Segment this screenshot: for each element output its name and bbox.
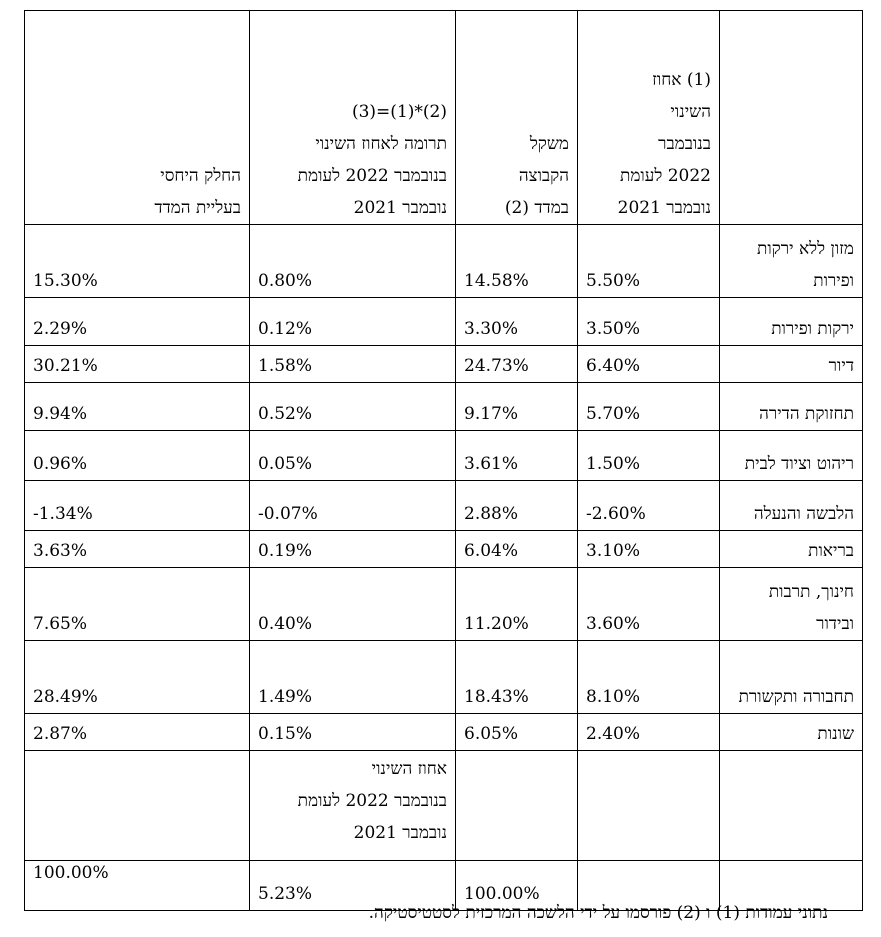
table-row xyxy=(25,298,863,346)
change-cell: 3.50% xyxy=(578,298,720,346)
table-row xyxy=(25,481,863,531)
header-category xyxy=(720,11,863,225)
weight-cell: 24.73% xyxy=(456,346,578,383)
share-cell: 2.87% xyxy=(25,714,250,751)
share-cell: 28.49% xyxy=(25,641,250,714)
change-cell: 8.10% xyxy=(578,641,720,714)
weight-cell: 3.61% xyxy=(456,431,578,481)
category-cell: שונות xyxy=(720,714,863,751)
summary-empty-cell xyxy=(25,751,250,861)
weight-cell: 2.88% xyxy=(456,481,578,531)
table-row xyxy=(25,531,863,568)
weight-cell: 9.17% xyxy=(456,383,578,431)
contribution-cell: 0.05% xyxy=(250,431,456,481)
share-cell: 0.96% xyxy=(25,431,250,481)
table-row xyxy=(25,568,863,641)
table-row xyxy=(25,346,863,383)
contribution-cell: -0.07% xyxy=(250,481,456,531)
contribution-cell: 0.15% xyxy=(250,714,456,751)
category-cell: תחבורה ותקשורת xyxy=(720,641,863,714)
change-cell: 6.40% xyxy=(578,346,720,383)
header-change-percent: (1) אחוז השינוי בנובמבר 2022 לעומת נובמבר 2021 xyxy=(578,11,720,225)
change-cell: 5.50% xyxy=(578,225,720,298)
share-cell: 2.29% xyxy=(25,298,250,346)
summary-header-row xyxy=(25,751,863,861)
contribution-cell: 1.58% xyxy=(250,346,456,383)
weight-cell: 3.30% xyxy=(456,298,578,346)
change-cell: 5.70% xyxy=(578,383,720,431)
share-cell: 7.65% xyxy=(25,568,250,641)
summary-empty-cell xyxy=(720,751,863,861)
weight-cell: 14.58% xyxy=(456,225,578,298)
category-cell: תחזוקת הדירה xyxy=(720,383,863,431)
total-contribution-cell: 5.23% xyxy=(250,861,456,911)
change-cell: 1.50% xyxy=(578,431,720,481)
table-row xyxy=(25,383,863,431)
category-cell: דיור xyxy=(720,346,863,383)
change-cell: 3.10% xyxy=(578,531,720,568)
category-cell: ירקות ופירות xyxy=(720,298,863,346)
change-cell: -2.60% xyxy=(578,481,720,531)
category-cell: הלבשה והנעלה xyxy=(720,481,863,531)
share-cell: 9.94% xyxy=(25,383,250,431)
weight-cell: 6.04% xyxy=(456,531,578,568)
contribution-cell: 0.80% xyxy=(250,225,456,298)
total-weight-cell: 100.00% xyxy=(456,861,578,911)
change-cell: 2.40% xyxy=(578,714,720,751)
category-cell: מזון ללא ירקות ופירות xyxy=(720,225,863,298)
table-row xyxy=(25,225,863,298)
summary-empty-cell xyxy=(578,751,720,861)
table-row xyxy=(25,714,863,751)
header-contribution: (2)*(1)=(3) תרומה לאחוז השינוי בנובמבר 2022 לעומת נובמבר 2021 xyxy=(250,11,456,225)
summary-header-cell: אחוז השינוי בנובמבר 2022 לעומת נובמבר 2021 xyxy=(250,751,456,861)
contribution-cell: 0.40% xyxy=(250,568,456,641)
weight-cell: 11.20% xyxy=(456,568,578,641)
source-footnote: נתוני עמודות (1) ו (2) פורסמו על ידי הלשכה המרכזית לסטטיסטיקה. xyxy=(368,903,828,923)
total-share-cell: 100.00% xyxy=(25,861,250,911)
weight-cell: 6.05% xyxy=(456,714,578,751)
contribution-cell: 0.12% xyxy=(250,298,456,346)
weight-cell: 18.43% xyxy=(456,641,578,714)
table-row xyxy=(25,431,863,481)
share-cell: 15.30% xyxy=(25,225,250,298)
header-group-weight: משקל הקבוצה במדד (2) xyxy=(456,11,578,225)
share-cell: -1.34% xyxy=(25,481,250,531)
contribution-cell: 0.19% xyxy=(250,531,456,568)
change-cell: 3.60% xyxy=(578,568,720,641)
contribution-cell: 0.52% xyxy=(250,383,456,431)
summary-empty-cell xyxy=(456,751,578,861)
category-cell: בריאות xyxy=(720,531,863,568)
share-cell: 30.21% xyxy=(25,346,250,383)
header-relative-share: החלק היחסי בעליית המדד xyxy=(25,11,250,225)
contribution-cell: 1.49% xyxy=(250,641,456,714)
cpi-contribution-table xyxy=(24,10,863,911)
share-cell: 3.63% xyxy=(25,531,250,568)
category-cell: חינוך, תרבות ובידור xyxy=(720,568,863,641)
table-row xyxy=(25,641,863,714)
header-row xyxy=(25,11,863,225)
category-cell: ריהוט וציוד לבית xyxy=(720,431,863,481)
